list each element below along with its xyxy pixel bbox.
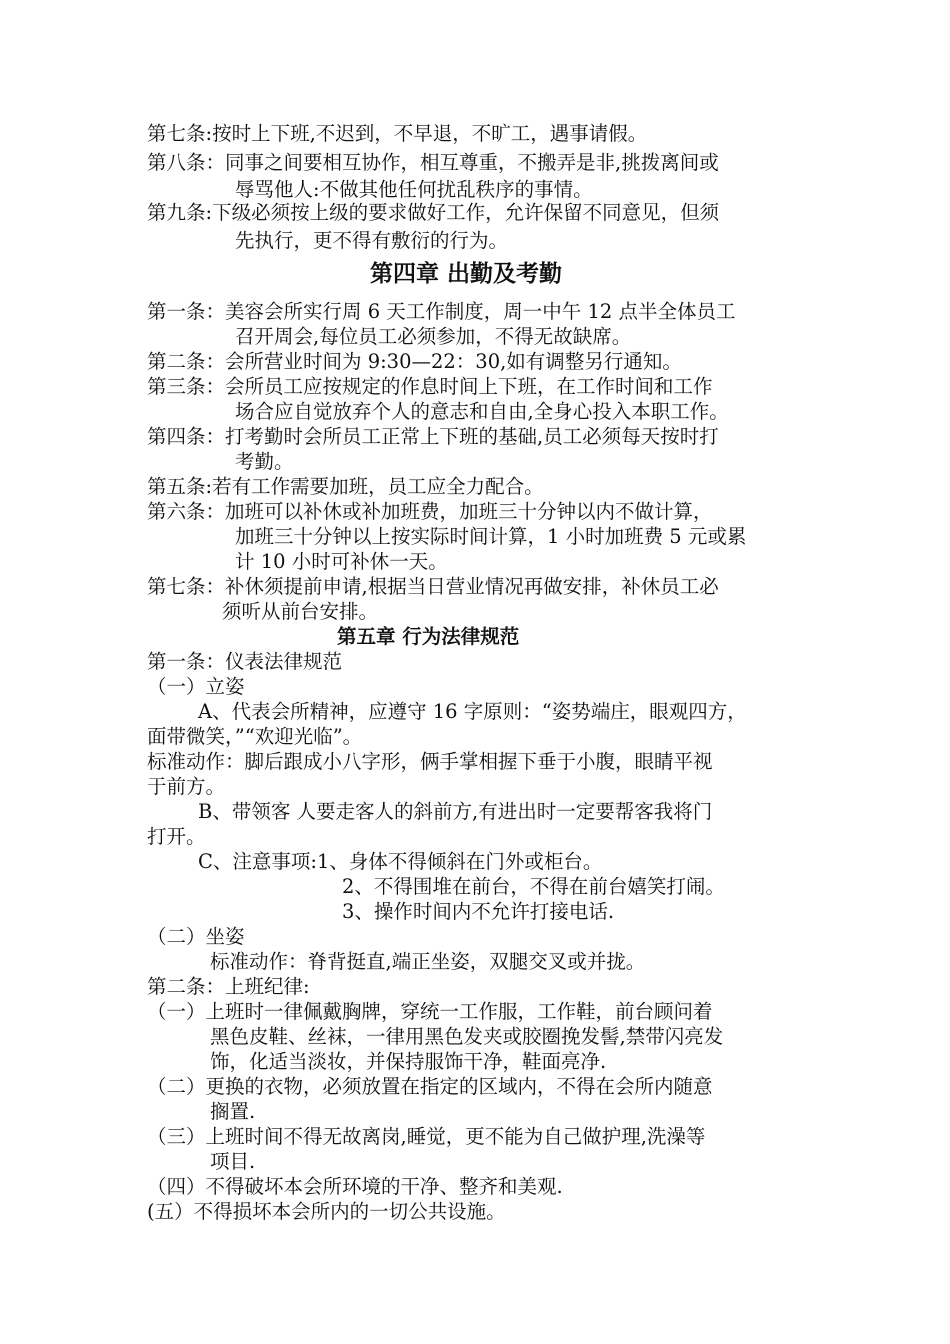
discipline-1-line-1: （一）上班时一律佩戴胸牌，穿统一工作服，工作鞋，前台顾问着 (147, 1000, 713, 1023)
article-8-line-2: 辱骂他人:不做其他任何扰乱秩序的事情。 (235, 178, 593, 201)
ch4-article-6-line-2: 加班三十分钟以上按实际时间计算，1 小时加班费 5 元或累 (235, 525, 747, 548)
standing-item-b-line-2: 打开。 (147, 825, 206, 848)
section-standing-title: （一）立姿 (147, 675, 245, 698)
article-9-line-2: 先执行，更不得有敷衍的行为。 (235, 229, 509, 252)
ch4-article-3-line-1: 第三条：会所员工应按规定的作息时间上下班，在工作时间和工作 (147, 375, 713, 398)
article-9-line-1: 第九条:下级必须按上级的要求做好工作，允许保留不同意见，但须 (147, 201, 720, 224)
ch4-article-2: 第二条：会所营业时间为 9:30—22：30,如有调整另行通知。 (147, 350, 682, 373)
standing-standard-line-2: 于前方。 (147, 775, 226, 798)
ch5-article-1-title: 第一条：仪表法律规范 (147, 650, 343, 673)
standing-item-c-line-2: 2、不得围堆在前台，不得在前台嬉笑打闹。 (342, 875, 725, 898)
chapter-4-heading: 第四章 出勤及考勤 (370, 261, 563, 287)
ch4-article-4-line-2: 考勤。 (235, 450, 294, 473)
discipline-4: （四）不得破坏本会所环境的干净、整齐和美观. (147, 1175, 563, 1198)
standing-standard-line-1: 标准动作：脚后跟成小八字形，俩手掌相握下垂于小腹，眼睛平视 (147, 750, 713, 773)
discipline-1-line-2: 黑色皮鞋、丝袜，一律用黑色发夹或胶圈挽发髻,禁带闪亮发 (210, 1025, 724, 1048)
ch4-article-5: 第五条:若有工作需要加班，员工应全力配合。 (147, 475, 544, 498)
ch4-article-6-line-1: 第六条：加班可以补休或补加班费，加班三十分钟以内不做计算， (147, 500, 713, 523)
ch4-article-7-line-2: 须听从前台安排。 (222, 600, 379, 623)
ch4-article-1-line-2: 召开周会,每位员工必须参加，不得无故缺席。 (235, 325, 632, 348)
standing-item-a-line-1: A、代表会所精神，应遵守 16 字原则：“姿势端庄，眼观四方， (198, 700, 747, 723)
discipline-2-line-2: 搁置. (210, 1100, 256, 1123)
article-8-line-1: 第八条：同事之间要相互协作，相互尊重，不搬弄是非,挑拨离间或 (147, 151, 719, 174)
sitting-standard: 标准动作：脊背挺直,端正坐姿，双腿交叉或并拢。 (210, 950, 646, 973)
standing-item-a-line-2: 面带微笑，”“欢迎光临”。 (147, 725, 363, 748)
discipline-5: (五）不得损坏本会所内的一切公共设施。 (147, 1200, 506, 1223)
discipline-3-line-2: 项目. (210, 1150, 256, 1173)
standing-item-c-line-3: 3、操作时间内不允许打接电话. (342, 900, 615, 923)
ch4-article-1-line-1: 第一条：美容会所实行周 6 天工作制度，周一中午 12 点半全体员工 (147, 300, 736, 323)
chapter-5-heading: 第五章 行为法律规范 (337, 625, 520, 648)
ch5-article-2-title: 第二条：上班纪律: (147, 975, 310, 998)
standing-item-b-line-1: B、带领客 人要走客人的斜前方,有进出时一定要帮客我将门 (198, 800, 713, 823)
section-sitting-title: （二）坐姿 (147, 925, 245, 948)
discipline-3-line-1: （三）上班时间不得无故离岗,睡觉，更不能为自己做护理,洗澡等 (147, 1125, 706, 1148)
standing-item-c-line-1: C、注意事项:1、身体不得倾斜在门外或柜台。 (198, 850, 603, 873)
discipline-2-line-1: （二）更换的衣物，必须放置在指定的区域内，不得在会所内随意 (147, 1075, 713, 1098)
ch4-article-7-line-1: 第七条：补休须提前申请,根据当日营业情况再做安排，补休员工必 (147, 575, 719, 598)
discipline-1-line-3: 饰，化适当淡妆，并保持服饰干净，鞋面亮净. (210, 1050, 607, 1073)
ch4-article-4-line-1: 第四条：打考勤时会所员工正常上下班的基础,员工必须每天按时打 (147, 425, 719, 448)
article-7-conduct: 第七条:按时上下班,不迟到，不早退，不旷工，遇事请假。 (147, 122, 648, 145)
ch4-article-6-line-3: 计 10 小时可补休一天。 (235, 550, 448, 573)
ch4-article-3-line-2: 场合应自觉放弃个人的意志和自由,全身心投入本职工作。 (235, 400, 729, 423)
